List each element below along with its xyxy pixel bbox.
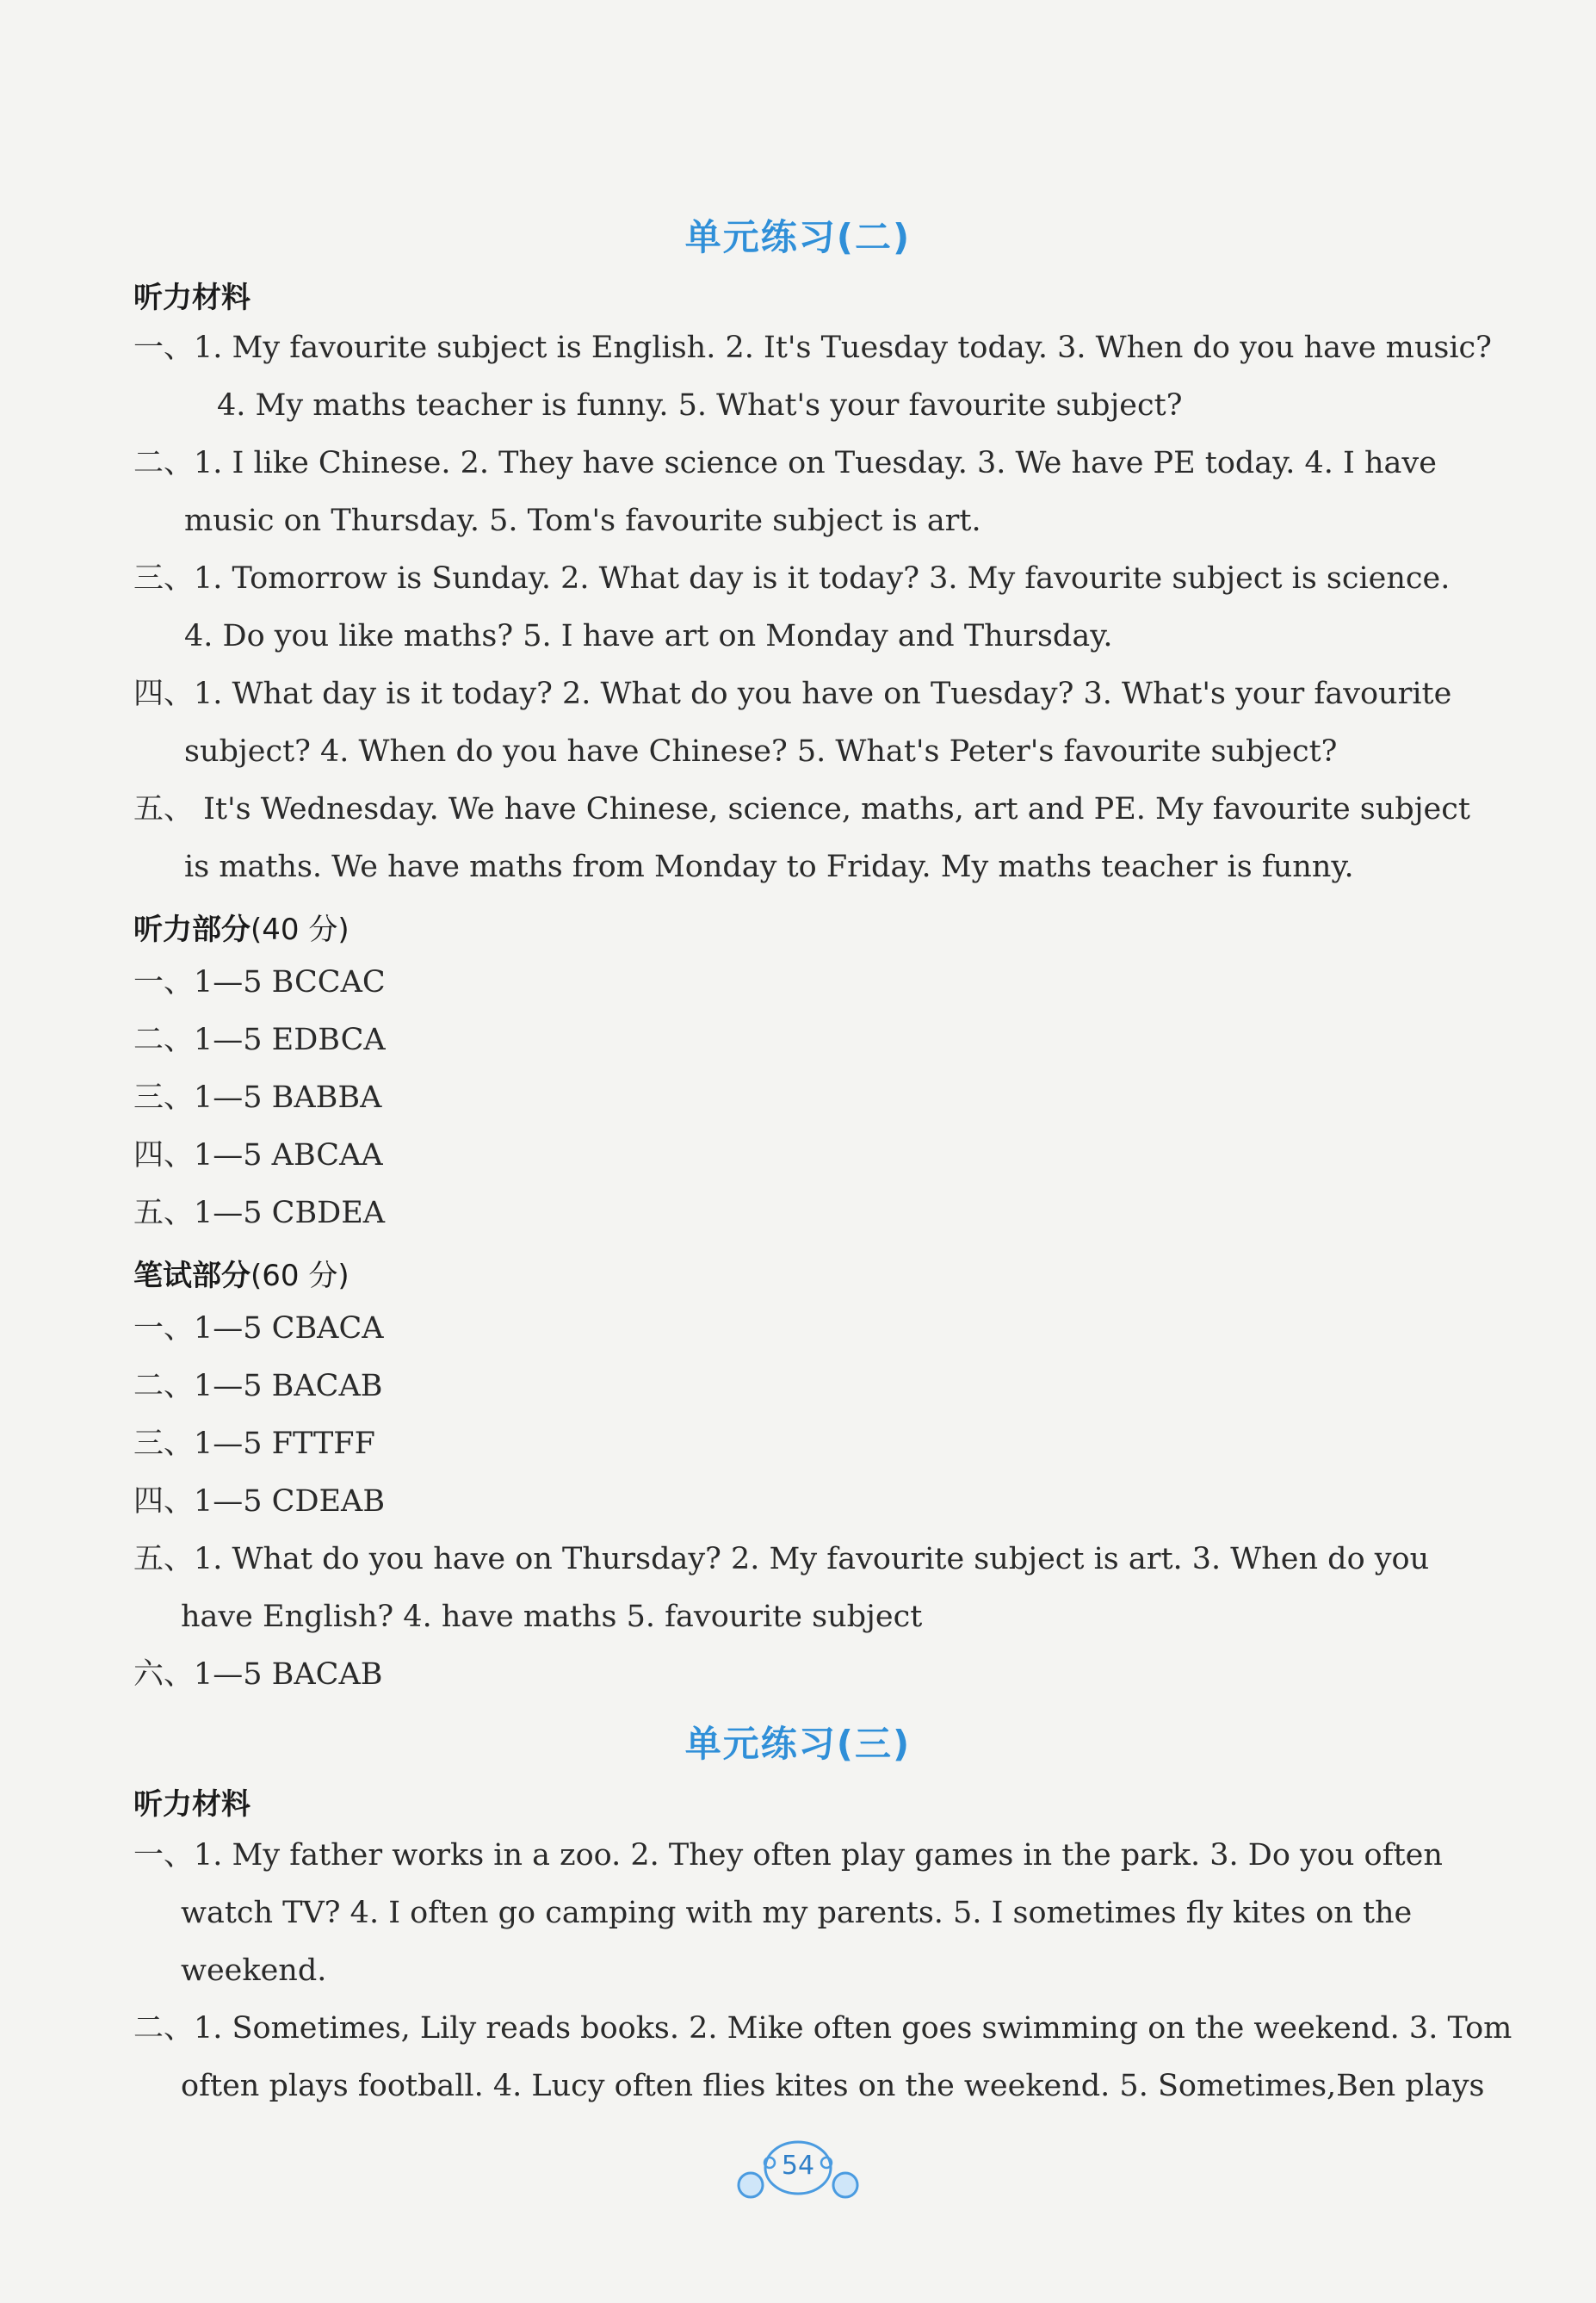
unit3-listening-material-heading: 听力材料 <box>133 1787 251 1822</box>
unit2-lm-q4-line2: subject? 4. When do you have Chinese? 5. What's Peter's favourite subject? <box>184 734 1338 769</box>
listening-answer-5: 五、1—5 CBDEA <box>133 1196 386 1230</box>
written-answer-1: 一、1—5 CBACA <box>133 1311 384 1346</box>
written-part-score: (60 分) <box>251 1259 350 1293</box>
page-number: 54 <box>781 2151 815 2181</box>
written-q5-line1: 五、1. What do you have on Thursday? 2. My favourite subject is art. 3. When do you <box>133 1542 1430 1576</box>
unit2-lm-q5-line2: is maths. We have maths from Monday to Friday. My maths teacher is funny. <box>184 850 1354 884</box>
unit2-lm-q4-line1: 四、1. What day is it today? 2. What do you have on Tuesday? 3. What's your favourite <box>133 677 1452 711</box>
listening-answer-3: 三、1—5 BABBA <box>133 1080 382 1115</box>
written-q6: 六、1—5 BACAB <box>133 1657 383 1692</box>
unit2-listening-part-heading <box>133 906 350 948</box>
unit2-lm-q1-line1: 一、1. My favourite subject is English. 2. It's Tuesday today. 3. When do you have music? <box>133 331 1492 365</box>
listening-part-score: (40 分) <box>251 913 350 947</box>
listening-part-label: 听力部分 <box>133 913 251 947</box>
unit2-lm-q2-line2: music on Thursday. 5. Tom's favourite subject is art. <box>184 504 981 538</box>
listening-answer-4: 四、1—5 ABCAA <box>133 1138 383 1173</box>
unit2-lm-q2-line1: 二、1. I like Chinese. 2. They have science on Tuesday. 3. We have PE today. 4. I have <box>133 446 1437 480</box>
listening-answer-2: 二、1—5 EDBCA <box>133 1023 386 1057</box>
unit3-lm-q2-line2: often plays football. 4. Lucy often flies kites on the weekend. 5. Sometimes,Ben plays <box>181 2069 1485 2103</box>
page-number-badge <box>729 2135 867 2204</box>
written-answer-4: 四、1—5 CDEAB <box>133 1484 386 1519</box>
unit2-title: 单元练习(二) <box>684 216 912 258</box>
unit3-lm-q2-line1: 二、1. Sometimes, Lily reads books. 2. Mike often goes swimming on the weekend. 3. Tom <box>133 2011 1512 2046</box>
written-answer-2: 二、1—5 BACAB <box>133 1369 383 1403</box>
unit2-written-part-heading <box>133 1252 350 1294</box>
unit2-lm-q5-line1: 五、 It's Wednesday. We have Chinese, science, maths, art and PE. My favourite subject <box>133 792 1470 826</box>
unit3-title: 单元练习(三) <box>684 1723 912 1765</box>
unit2-lm-q3-line2: 4. Do you like maths? 5. I have art on Monday and Thursday. <box>184 619 1113 653</box>
unit3-lm-q1-line3: weekend. <box>181 1953 327 1988</box>
written-part-label: 笔试部分 <box>133 1259 251 1293</box>
unit2-lm-q1-line2: 4. My maths teacher is funny. 5. What's your favourite subject? <box>217 388 1183 423</box>
listening-answer-1: 一、1—5 BCCAC <box>133 965 386 1000</box>
unit3-lm-q1-line1: 一、1. My father works in a zoo. 2. They often play games in the park. 3. Do you often <box>133 1838 1443 1873</box>
unit2-lm-q3-line1: 三、1. Tomorrow is Sunday. 2. What day is it today? 3. My favourite subject is science. <box>133 561 1451 596</box>
written-answer-3: 三、1—5 FTTFF <box>133 1427 375 1461</box>
unit2-listening-material-heading: 听力材料 <box>133 281 251 315</box>
written-q5-line2: have English? 4. have maths 5. favourite subject <box>181 1600 923 1634</box>
unit3-lm-q1-line2: watch TV? 4. I often go camping with my parents. 5. I sometimes fly kites on the <box>181 1896 1413 1930</box>
